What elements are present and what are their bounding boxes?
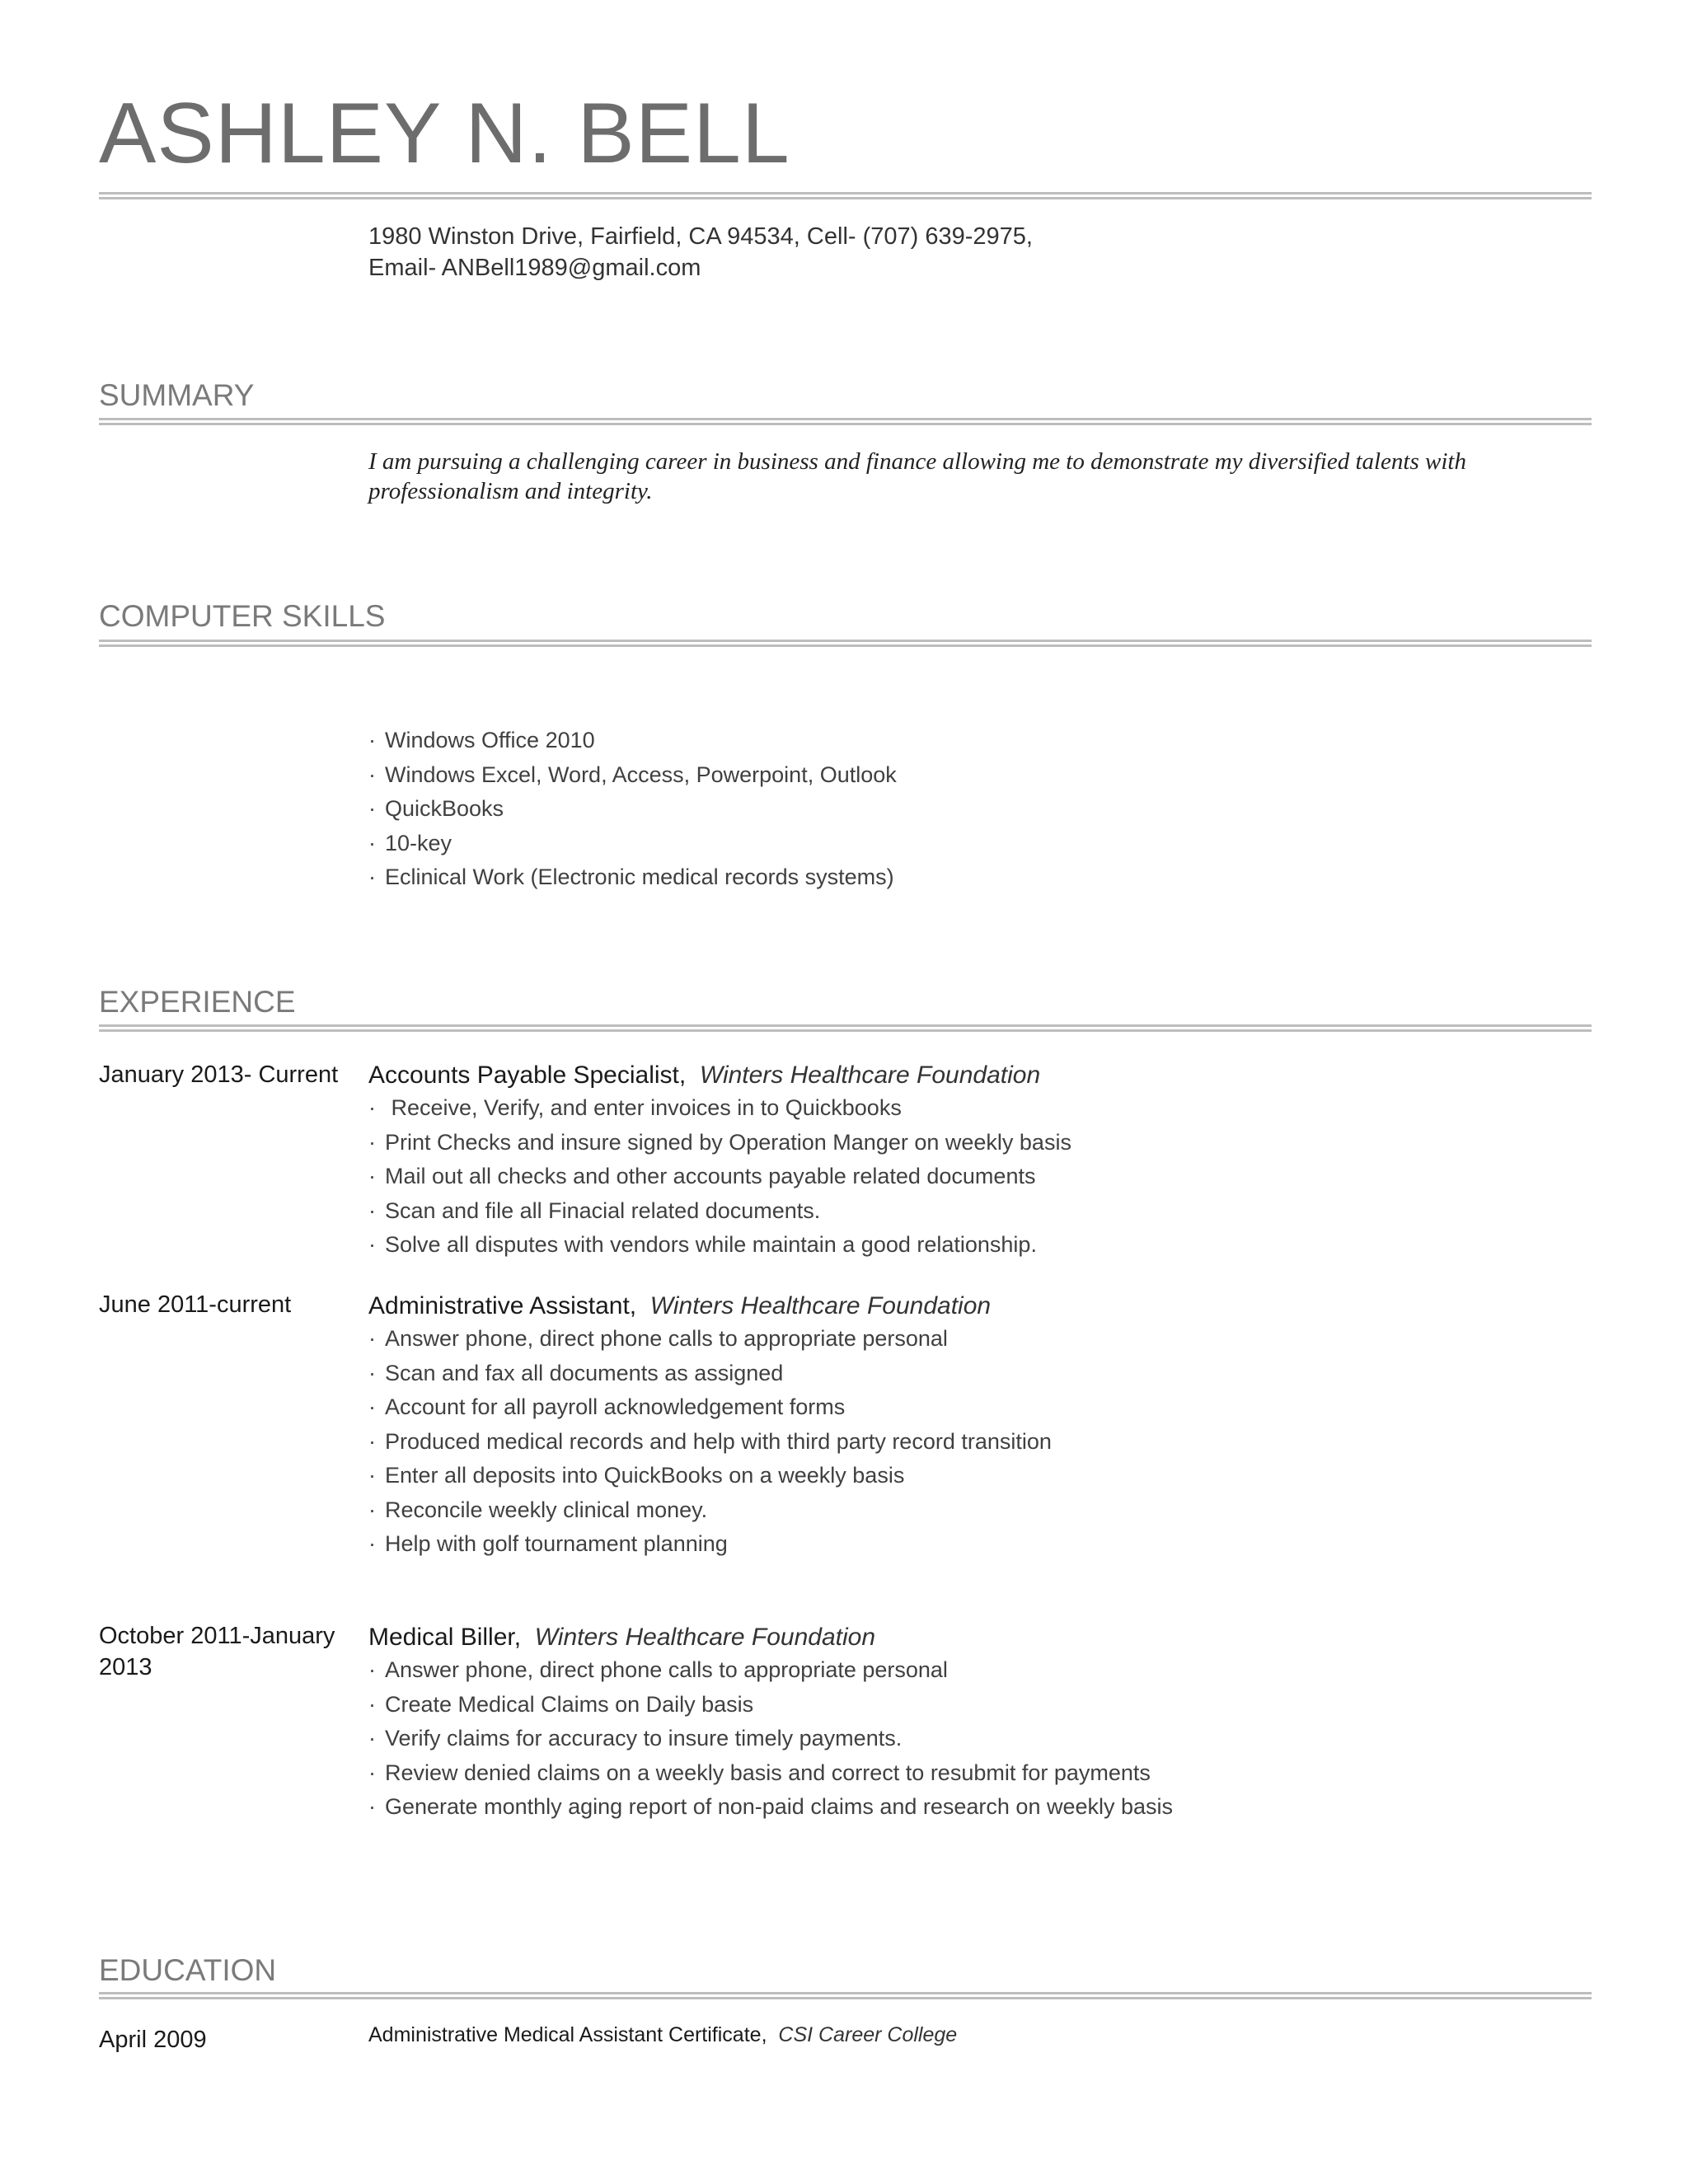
skills-list bbox=[368, 724, 897, 895]
bullet: · bbox=[368, 1197, 376, 1223]
employer-name: Winters Healthcare Foundation bbox=[534, 1624, 876, 1651]
applicant-name: ASHLEY N. BELL bbox=[99, 86, 790, 181]
bullet: · bbox=[368, 1428, 376, 1454]
job-dates: January 2013- Current bbox=[99, 1062, 339, 1088]
bullet: · bbox=[368, 728, 376, 752]
list-item: · Eclinical Work (Electronic medical records systems) bbox=[368, 860, 897, 895]
list-item: · Help with golf tournament planning bbox=[368, 1527, 1052, 1562]
bullet: · bbox=[368, 796, 376, 821]
duties-list bbox=[368, 1322, 1052, 1562]
list-item: · Generate monthly aging report of non-paid claims and research on weekly basis bbox=[368, 1790, 1173, 1825]
school-name: CSI Career College bbox=[778, 2023, 958, 2046]
divider bbox=[99, 1992, 1592, 1999]
list-item: · Mail out all checks and other accounts payable related documents bbox=[368, 1160, 1071, 1194]
bullet: · bbox=[368, 1360, 376, 1385]
contact-address-phone: 1980 Winston Drive, Fairfield, CA 94534, Cell- (707) 639-2975, bbox=[368, 223, 1033, 250]
section-title-summary: SUMMARY bbox=[99, 378, 255, 412]
employer-name: Winters Healthcare Foundation bbox=[649, 1292, 992, 1319]
list-item: · Scan and file all Finacial related documents. bbox=[368, 1194, 1071, 1229]
bullet: · bbox=[368, 1326, 376, 1351]
education-entry bbox=[368, 2023, 957, 2047]
list-item: · Receive, Verify, and enter invoices in to Quickbooks bbox=[368, 1091, 1071, 1126]
duties-list bbox=[368, 1653, 1173, 1825]
divider bbox=[99, 1024, 1592, 1032]
section-title-computer-skills: COMPUTER SKILLS bbox=[99, 599, 386, 633]
divider bbox=[99, 418, 1592, 425]
job-dates: October 2011-January 2013 bbox=[99, 1623, 335, 1680]
bullet: · bbox=[368, 1095, 376, 1120]
bullet: · bbox=[368, 762, 376, 787]
list-item: · Windows Excel, Word, Access, Powerpoint, Outlook bbox=[368, 758, 897, 793]
list-item: · Verify claims for accuracy to insure timely payments. bbox=[368, 1722, 1173, 1756]
list-item: · 10-key bbox=[368, 827, 897, 861]
education-date: April 2009 bbox=[99, 2027, 207, 2053]
employer-name: Winters Healthcare Foundation bbox=[699, 1062, 1041, 1089]
job-title: Medical Biller, Winters Healthcare Foundation bbox=[368, 1624, 876, 1651]
bullet: · bbox=[368, 1394, 376, 1419]
contact-email: Email- ANBell1989@gmail.com bbox=[368, 255, 701, 281]
job-title: Accounts Payable Specialist, Winters Healthcare Foundation bbox=[368, 1062, 1041, 1089]
section-title-education: EDUCATION bbox=[99, 1953, 277, 1987]
list-item: · Review denied claims on a weekly basis and correct to resubmit for payments bbox=[368, 1756, 1173, 1791]
divider bbox=[99, 640, 1592, 647]
bullet: · bbox=[368, 1129, 376, 1155]
list-item: · Reconcile weekly clinical money. bbox=[368, 1493, 1052, 1528]
bullet: · bbox=[368, 1726, 376, 1750]
bullet: · bbox=[368, 1497, 376, 1522]
duties-list bbox=[368, 1091, 1071, 1263]
degree-name: Administrative Medical Assistant Certificate, bbox=[368, 2023, 767, 2046]
job-title: Administrative Assistant, Winters Healthcare Foundation bbox=[368, 1292, 992, 1319]
list-item: · Windows Office 2010 bbox=[368, 724, 897, 758]
divider bbox=[99, 192, 1592, 199]
bullet: · bbox=[368, 1232, 376, 1257]
bullet: · bbox=[368, 1760, 376, 1785]
bullet: · bbox=[368, 1463, 376, 1488]
bullet: · bbox=[368, 1794, 376, 1819]
bullet: · bbox=[368, 1657, 376, 1682]
list-item: · Account for all payroll acknowledgement forms bbox=[368, 1390, 1052, 1425]
job-dates: June 2011-current bbox=[99, 1291, 292, 1318]
bullet: · bbox=[368, 865, 376, 889]
list-item: · Answer phone, direct phone calls to appropriate personal bbox=[368, 1322, 1052, 1357]
list-item: · Answer phone, direct phone calls to appropriate personal bbox=[368, 1653, 1173, 1688]
bullet: · bbox=[368, 1691, 376, 1717]
list-item: · Scan and fax all documents as assigned bbox=[368, 1357, 1052, 1391]
list-item: · Produced medical records and help with third party record transition bbox=[368, 1425, 1052, 1460]
bullet: · bbox=[368, 1164, 376, 1188]
list-item: · Create Medical Claims on Daily basis bbox=[368, 1688, 1173, 1722]
list-item: · Print Checks and insure signed by Operation Manger on weekly basis bbox=[368, 1126, 1071, 1160]
list-item: · QuickBooks bbox=[368, 792, 897, 827]
list-item: · Solve all disputes with vendors while maintain a good relationship. bbox=[368, 1228, 1071, 1263]
bullet: · bbox=[368, 830, 376, 855]
list-item: · Enter all deposits into QuickBooks on a weekly basis bbox=[368, 1459, 1052, 1493]
bullet: · bbox=[368, 1531, 376, 1556]
summary-text: I am pursuing a challenging career in business and finance allowing me to demonstrate my diversified talents with professionalism and integrity. bbox=[368, 448, 1466, 504]
section-title-experience: EXPERIENCE bbox=[99, 985, 296, 1019]
